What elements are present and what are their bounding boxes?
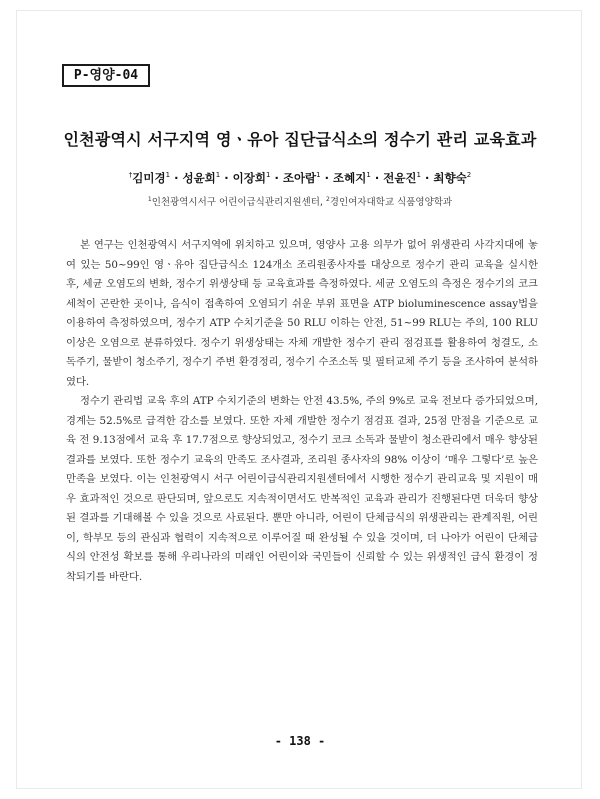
affiliation-text: 경인여자대학교 식품영양학과 xyxy=(329,197,453,208)
author-separator: · xyxy=(320,171,334,185)
author-separator: · xyxy=(421,171,434,185)
page-number: - 138 - xyxy=(274,734,326,748)
author-name: 조아람 xyxy=(282,171,317,185)
author-separator: · xyxy=(270,171,283,185)
author-affil-sup: 1 xyxy=(366,171,371,179)
paper-title: 인천광역시 서구지역 영ㆍ유아 집단급식소의 정수기 관리 교육효과 xyxy=(63,130,537,149)
affiliation-sup: 2 xyxy=(325,196,330,203)
corresponding-marker: † xyxy=(128,171,133,179)
author-separator: · xyxy=(170,171,183,185)
author-name: 김미경 xyxy=(132,171,166,185)
session-code: P-영양-04 xyxy=(62,64,150,87)
author-separator: · xyxy=(220,171,233,185)
author xyxy=(129,171,170,185)
author-affil-sup: 1 xyxy=(316,171,321,179)
author xyxy=(283,171,321,185)
abstract-paragraph: 본 연구는 인천광역시 서구지역에 위치하고 있으며, 영양사 고용 의무가 없어 위생관리 사각지대에 놓여 있는 50~99인 영ㆍ유아 집단급식소 124개소 조리원종사자를 대상으로 정수기 관리 교육을 실시한 후, 세균 오염도의 변화, 정수기 위생상태 등 교육효과를 측정하였다. 세균 오염도의 측정은 정수기의 코크 세척이 곤란한 곳이나, 음식이 접촉하여 오염되기 쉬운 부위 표면을 ATP bioluminescence assay법을 이용하여 측정하였으며, 정수기 ATP 수치기준을 50 RLU 이하는 안전, 51~99 RLU는 주의, 100 RLU 이상은 오염으로 분류하였다. 정수기 위생상태는 자체 개발한 정수기 관리 점검표를 활용하여 청결도, 소독주기, 물받이 청소주기, 정수기 주변 환경정리, 정수기 수조소독 및 필터교체 주기 등을 조사하여 분석하였다. xyxy=(66,239,538,388)
affiliation-sup: 1 xyxy=(147,196,152,203)
author xyxy=(182,171,220,185)
author xyxy=(233,171,271,185)
author-affil-sup: 1 xyxy=(265,171,271,179)
author xyxy=(333,171,371,185)
affiliations xyxy=(40,194,560,208)
author-name: 성윤희 xyxy=(182,171,216,185)
author-name: 이장희 xyxy=(232,171,266,185)
author-list xyxy=(40,170,560,186)
author-affil-sup: 2 xyxy=(466,171,472,179)
author-separator: · xyxy=(370,171,384,185)
author xyxy=(383,171,421,185)
author-name: 전윤진 xyxy=(383,171,417,185)
abstract-paragraph: 정수기 관리법 교육 후의 ATP 수치기준의 변화는 안전 43.5%, 주의 9%로 교육 전보다 증가되었으며, 경계는 52.5%로 급격한 감소를 보였다. 또한 자체 개발한 정수기 점검표 결과, 25점 만점을 기준으로 교육 전 9.13점에서 교육 후 17.7점으로 향상되었고, 정수기 코크 소독과 물받이 청소관리에서 매우 향상된 결과를 보였다. 또한 정수기 교육의 만족도 조사결과, 조리원 종사자의 98% 이상이 ‘매우 그렇다’로 높은 만족을 보였다. 이는 인천광역시 서구 어린이급식관리지원센터에서 시행한 정수기 관리교육 및 지원이 매우 효과적인 것으로 판단되며, 앞으로도 지속적이면서도 반복적인 교육과 관리가 진행된다면 더욱더 향상된 결과를 기대해볼 수 있을 것으로 사료된다. 뿐만 아니라, 어린이 단체급식의 위생관리는 관계직원, 어린이, 학부모 등의 관심과 협력이 지속적으로 이루어질 때 완성될 수 있을 것이며, 더 나아가 어린이 단체급식의 안전성 확보를 통해 우리나라의 미래인 어린이와 국민들이 신뢰할 수 있는 위생적인 급식 환경이 정착되기를 바란다. xyxy=(66,395,538,583)
author-affil-sup: 1 xyxy=(416,171,422,179)
author xyxy=(433,171,471,185)
author-affil-sup: 1 xyxy=(165,171,171,179)
author-name: 조혜지 xyxy=(333,171,367,185)
author-name: 최향숙 xyxy=(433,171,467,185)
abstract-body xyxy=(66,236,538,587)
affiliation-text: 인천광역시서구 어린이급식관리지원센터, xyxy=(151,197,326,208)
author-affil-sup: 1 xyxy=(215,171,221,179)
